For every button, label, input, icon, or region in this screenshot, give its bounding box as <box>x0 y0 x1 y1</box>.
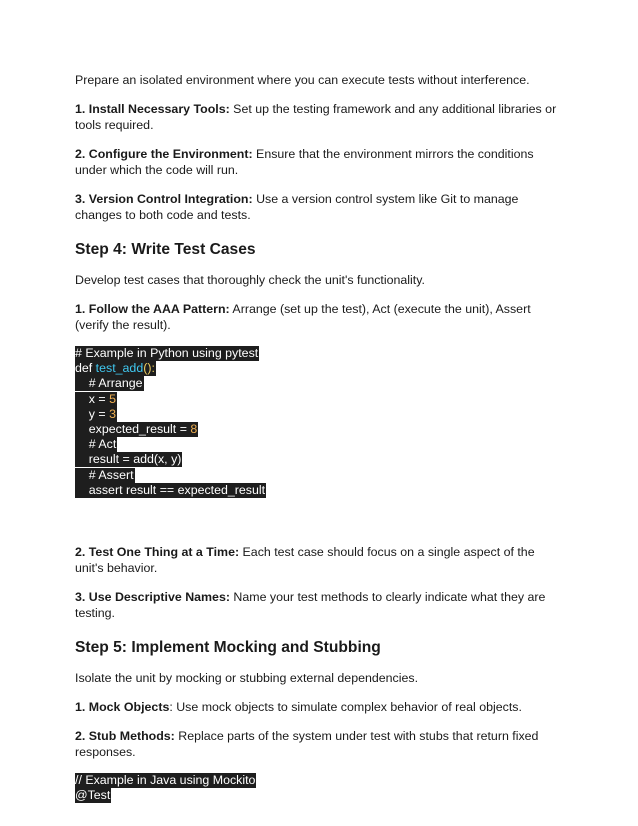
item-text: Name your test methods to clearly indicate what they are testing. <box>75 589 546 620</box>
step5-item-stub-methods <box>75 728 563 760</box>
code-number: 5 <box>109 391 116 406</box>
code-line <box>75 437 563 452</box>
code-line <box>75 376 563 391</box>
item-title: 2. Configure the Environment: <box>75 147 253 161</box>
item-title: 1. Mock Objects <box>75 699 170 714</box>
code-line <box>75 483 563 498</box>
code-comment: # Assert <box>75 467 134 482</box>
code-annotation: @Test <box>75 788 111 803</box>
item-text: Replace parts of the system under test with stubs that return fixed responses. <box>75 728 539 759</box>
code-assignment <box>75 422 198 437</box>
env-item-configure-environment <box>75 146 563 178</box>
code-line <box>75 392 563 407</box>
item-title: 1. Follow the AAA Pattern: <box>75 302 230 316</box>
code-number: 8 <box>190 421 198 436</box>
step5-heading: Step 5: Implement Mocking and Stubbing <box>75 638 381 656</box>
code-line <box>75 452 563 467</box>
step4-intro: Develop test cases that thoroughly check the unit's functionality. <box>75 273 425 287</box>
env-item-install-tools <box>75 101 563 133</box>
code-line <box>75 422 563 437</box>
code-text: expected_result = <box>75 421 191 436</box>
item-text: Set up the testing framework and any additional libraries or tools required. <box>75 102 557 132</box>
code-line <box>75 773 563 788</box>
python-code-block <box>75 346 563 498</box>
code-keyword: def <box>75 361 96 376</box>
code-line <box>75 468 563 483</box>
item-title: 3. Version Control Integration: <box>75 192 253 206</box>
item-text: : Use mock objects to simulate complex behavior of real objects. <box>169 699 522 714</box>
item-text: Each test case should focus on a single aspect of the unit's behavior. <box>75 544 535 575</box>
code-text: result = add(x, y) <box>75 452 182 467</box>
code-line <box>75 407 563 422</box>
code-line <box>75 346 563 361</box>
code-comment: // Example in Java using Mockito <box>75 772 256 787</box>
code-parens: (): <box>143 361 155 376</box>
item-text: Use a version control system like Git to manage changes to both code and tests. <box>75 192 519 222</box>
document-page <box>75 72 563 803</box>
code-comment: # Example in Python using pytest <box>75 346 259 360</box>
env-item-version-control <box>75 191 563 223</box>
item-text: Ensure that the environment mirrors the conditions under which the code will run. <box>75 147 534 177</box>
item-title: 1. Install Necessary Tools: <box>75 102 230 116</box>
step4-heading: Step 4: Write Test Cases <box>75 241 256 258</box>
step5-item-mock-objects <box>75 699 563 715</box>
code-assignment <box>75 392 117 407</box>
code-number: 3 <box>109 406 116 421</box>
code-text: y = <box>75 406 110 421</box>
step4-item-descriptive-names <box>75 589 563 621</box>
code-function-name: test_add <box>95 361 144 376</box>
code-comment: # Act <box>75 437 117 452</box>
code-def-line <box>75 361 156 376</box>
step5-intro: Isolate the unit by mocking or stubbing external dependencies. <box>75 670 419 685</box>
item-text: Arrange (set up the test), Act (execute the unit), Assert (verify the result). <box>75 302 531 332</box>
code-text: x = <box>75 391 110 406</box>
code-line <box>75 361 563 376</box>
code-assignment <box>75 407 117 422</box>
item-title: 2. Stub Methods: <box>75 728 175 743</box>
intro-paragraph: Prepare an isolated environment where you can execute tests without interference. <box>75 73 530 87</box>
item-title: 3. Use Descriptive Names: <box>75 589 230 604</box>
code-text: assert result == expected_result <box>75 482 266 497</box>
step4-item-aaa-pattern <box>75 301 563 333</box>
code-line <box>75 788 563 803</box>
java-code-block <box>75 773 563 803</box>
code-comment: # Arrange <box>75 376 143 391</box>
step4-item-one-thing <box>75 544 563 576</box>
item-title: 2. Test One Thing at a Time: <box>75 544 240 559</box>
